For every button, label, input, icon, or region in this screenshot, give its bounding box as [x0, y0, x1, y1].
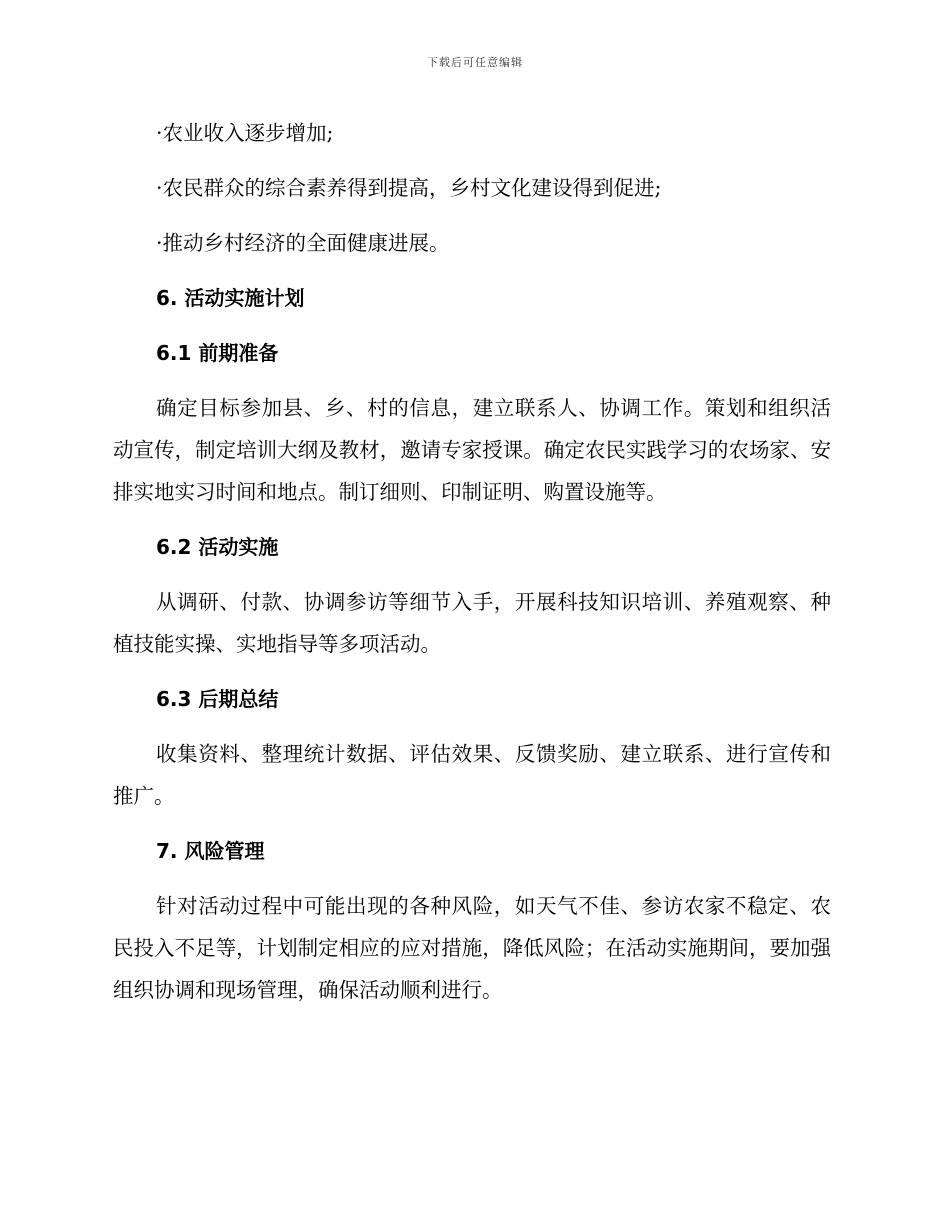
paragraph: 针对活动过程中可能出现的各种风险，如天气不佳、参访农家不稳定、农民投入不足等，计划制定相应的应对措施，降低风险；在活动实施期间，要加强组织协调和现场管理，确保活动顺利进行。	[113, 894, 831, 1002]
subsection-heading: 6.3 后期总结	[156, 687, 279, 711]
paragraph: 确定目标参加县、乡、村的信息，建立联系人、协调工作。策划和组织活动宣传，制定培训大纲及教材，邀请专家授课。确定农民实践学习的农场家、安排实地实习时间和地点。制订细则、印制证明、购置设施等。	[113, 396, 831, 504]
paragraph: 从调研、付款、协调参访等细节入手，开展科技知识培训、养殖观察、种植技能实操、实地指导等多项活动。	[113, 590, 831, 656]
subsection-heading: 6.2 活动实施	[156, 535, 279, 559]
paragraph: 收集资料、整理统计数据、评估效果、反馈奖励、建立联系、进行宣传和推广。	[113, 742, 831, 808]
page-header: 下载后可任意编辑	[427, 56, 523, 69]
section-heading: 7. 风险管理	[156, 839, 265, 863]
bullet-item: ·农业收入逐步增加;	[156, 121, 334, 145]
section-heading: 6. 活动实施计划	[156, 286, 305, 310]
subsection-heading: 6.1 前期准备	[156, 341, 279, 365]
document-body	[113, 112, 831, 1024]
bullet-item: ·推动乡村经济的全面健康进展。	[156, 231, 450, 255]
bullet-item: ·农民群众的综合素养得到提高，乡村文化建设得到促进;	[156, 176, 662, 200]
